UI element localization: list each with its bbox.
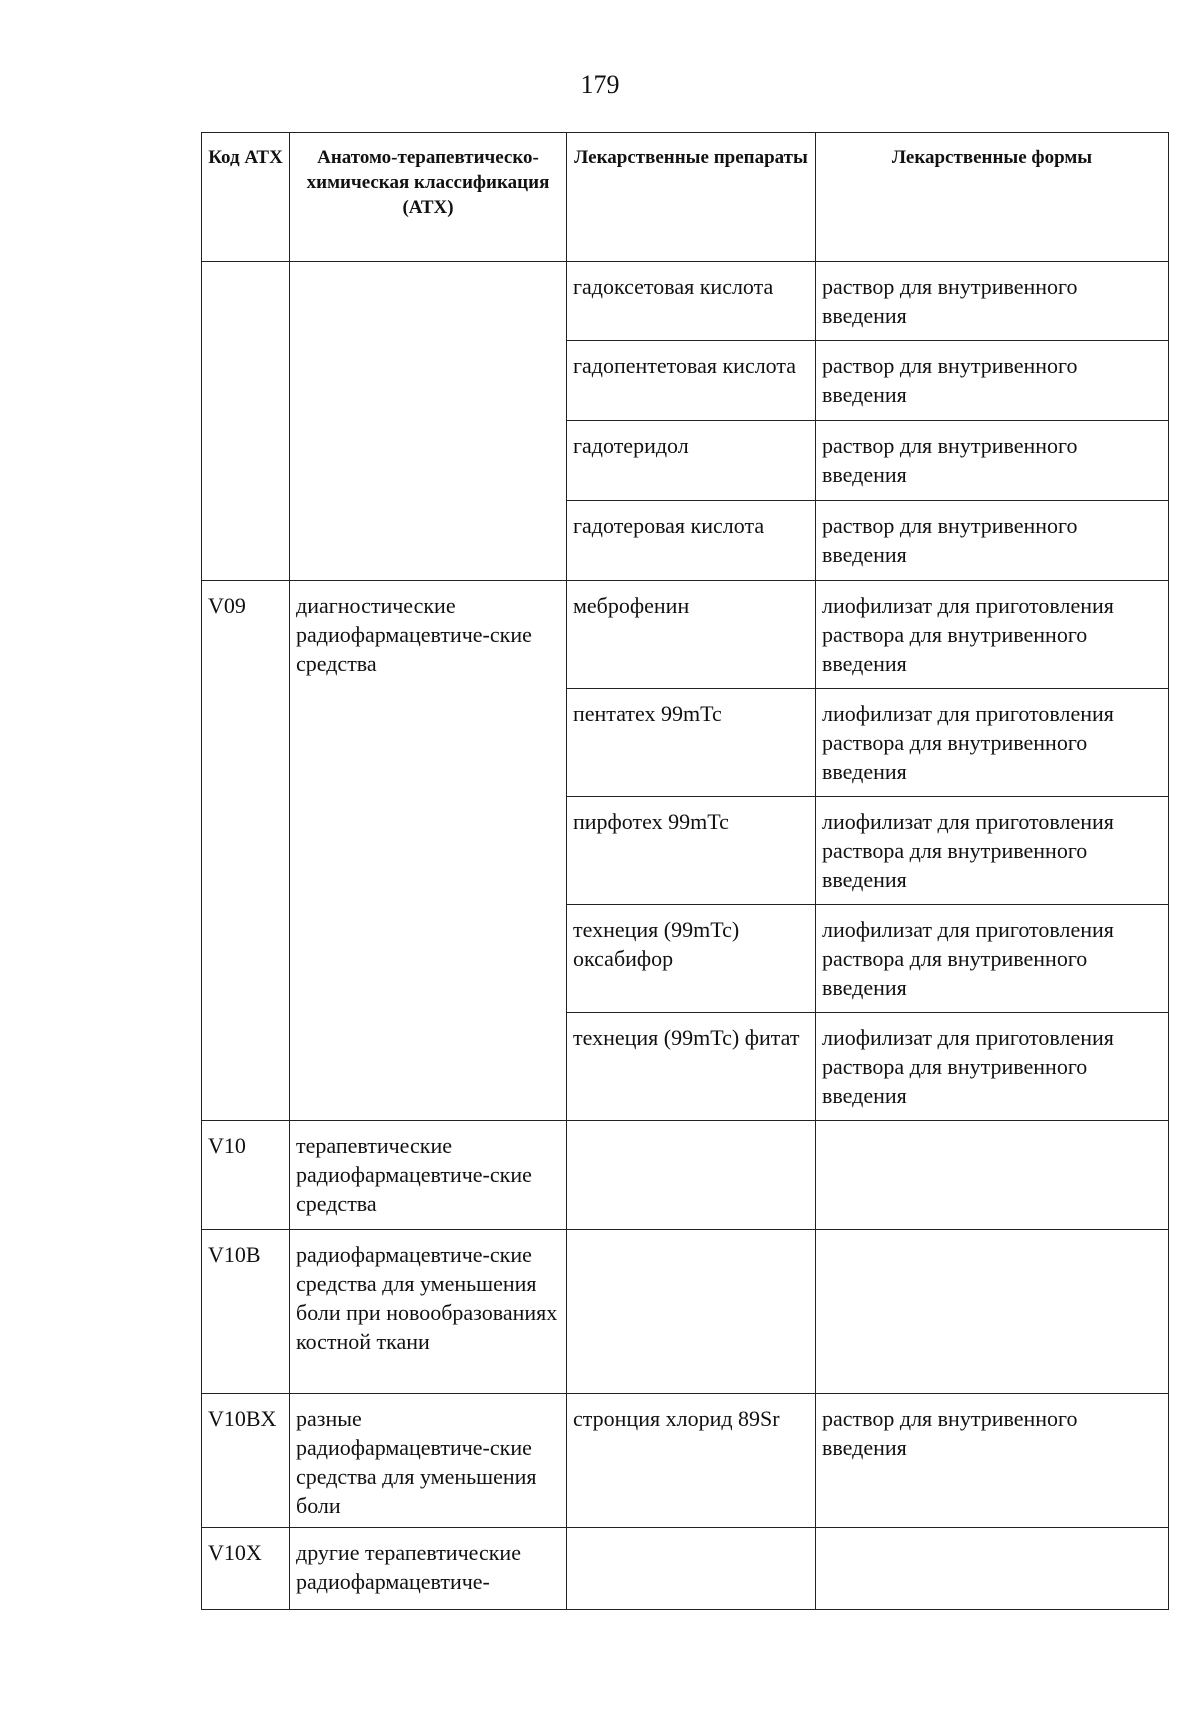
page-number: 179 [580,70,620,99]
row-atc [290,689,567,797]
row-drug [567,1528,816,1610]
row-atc: терапевтические радиофармацевтиче-ские средства [290,1121,567,1230]
row-atc [290,905,567,1013]
row-drug: технеция (99mTc) фитат [567,1013,816,1121]
row-code [202,421,290,501]
row-form [816,1230,1169,1394]
row-code: V09 [202,581,290,689]
table-row [202,501,1169,581]
table-row [202,1121,1169,1230]
row-atc: радиофармацевтиче-ские средства для уменьшения боли при новообразованиях костной ткани [290,1230,567,1394]
table-row [202,262,1169,341]
row-code: V10 [202,1121,290,1230]
row-form: раствор для внутривенного введения [816,501,1169,581]
header-atc: Анатомо-терапевтическо-химическая классификация (АТХ) [290,133,567,262]
header-forms: Лекарственные формы [816,133,1169,262]
row-code [202,689,290,797]
row-form: лиофилизат для приготовления раствора для внутривенного введения [816,689,1169,797]
row-code [202,341,290,421]
row-atc: разные радиофармацевтиче-ские средства для уменьшения боли [290,1394,567,1528]
table-row [202,421,1169,501]
row-drug: гадотеровая кислота [567,501,816,581]
row-code [202,501,290,581]
row-atc [290,797,567,905]
row-drug: гадопентетовая кислота [567,341,816,421]
row-form: лиофилизат для приготовления раствора для внутривенного введения [816,581,1169,689]
row-form: лиофилизат для приготовления раствора для внутривенного введения [816,905,1169,1013]
row-drug: пентатех 99mTc [567,689,816,797]
row-atc [290,1013,567,1121]
table-header-row [202,133,1169,262]
table-row [202,689,1169,797]
header-drugs: Лекарственные препараты [567,133,816,262]
row-drug: гадоксетовая кислота [567,262,816,341]
row-form: лиофилизат для приготовления раствора для внутривенного введения [816,797,1169,905]
row-drug: гадотеридол [567,421,816,501]
row-atc [290,341,567,421]
row-code: V10B [202,1230,290,1394]
row-form [816,1528,1169,1610]
row-form: раствор для внутривенного введения [816,1394,1169,1528]
table-row [202,341,1169,421]
row-code [202,905,290,1013]
table-row [202,1230,1169,1394]
row-drug: пирфотех 99mTc [567,797,816,905]
table-row [202,581,1169,689]
row-atc [290,501,567,581]
row-form: раствор для внутривенного введения [816,421,1169,501]
table-row [202,797,1169,905]
table-row [202,1394,1169,1528]
table-row [202,1013,1169,1121]
row-form: лиофилизат для приготовления раствора для внутривенного введения [816,1013,1169,1121]
table-row [202,1528,1169,1610]
row-code [202,1013,290,1121]
row-form [816,1121,1169,1230]
header-code: Код АТХ [202,133,290,262]
row-drug: меброфенин [567,581,816,689]
row-code: V10BX [202,1394,290,1528]
row-form: раствор для внутривенного введения [816,262,1169,341]
row-drug [567,1230,816,1394]
row-atc: диагностические радиофармацевтиче-ские средства [290,581,567,689]
row-drug: стронция хлорид 89Sr [567,1394,816,1528]
row-drug [567,1121,816,1230]
row-form: раствор для внутривенного введения [816,341,1169,421]
row-atc [290,421,567,501]
row-code [202,262,290,341]
row-code [202,797,290,905]
row-atc [290,262,567,341]
row-drug: технеция (99mTc) оксабифор [567,905,816,1013]
atx-table [201,132,1169,1610]
row-atc: другие терапевтические радиофармацевтиче- [290,1528,567,1610]
table-row [202,905,1169,1013]
row-code: V10X [202,1528,290,1610]
